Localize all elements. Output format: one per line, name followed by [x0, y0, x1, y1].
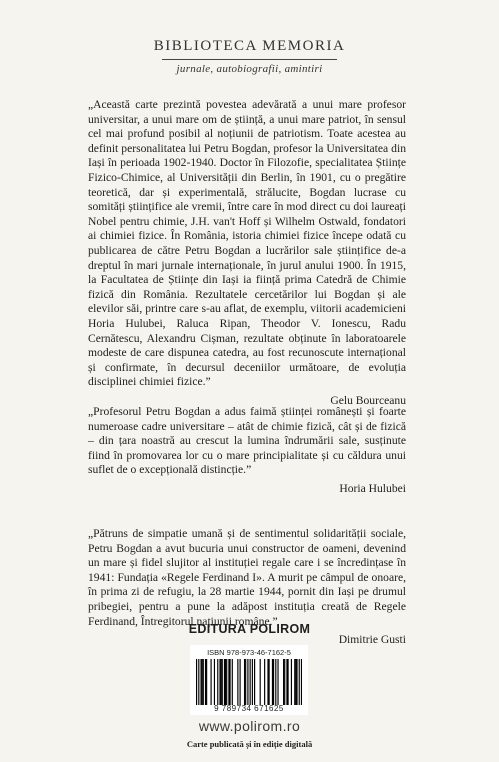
barcode-bar	[206, 659, 207, 705]
barcode-bar	[244, 659, 245, 705]
barcode-bar	[250, 659, 251, 705]
isbn-barcode-block	[190, 645, 308, 715]
barcode-bar	[229, 659, 230, 705]
barcode-bar	[260, 659, 261, 705]
barcode-bar	[252, 659, 253, 705]
series-header	[0, 38, 499, 75]
quote-text: „Pătruns de simpatie umană și de sentimentul solidarității sociale, Petru Bogdan a avut bucuria unui constructor de oameni, devenind un mare și fidel slujitor al instituției regale care i se încredințase în 1941: Fundația «Regele Ferdinand I». A murit pe câmpul de onoare, în prima zi de refugiu, la 28 martie 1944, pornit din Iași pe drumul pribegiei, pentru a pune la adăpost instituția creată de Regele Ferdinand, Întregitorul națiunii române.”	[88, 527, 406, 628]
barcode-bar	[264, 659, 265, 705]
publisher-name: EDITURA POLIROM	[188, 622, 311, 636]
barcode-bar	[205, 659, 206, 705]
series-divider	[162, 59, 337, 60]
series-subtitle: jurnale, autobiografii, amintiri	[176, 63, 323, 75]
barcode-bar	[267, 659, 268, 705]
barcode-bar	[222, 659, 223, 705]
barcode-bar	[228, 659, 229, 705]
barcode-bar	[225, 659, 226, 705]
quote-hulubei	[88, 405, 406, 497]
quote-text: „Această carte prezintă povestea adevărată a unui mare profesor universitar, a unui mare om de știință, a unui mare patriot, în sensul cel mai profund posibil al noțiunii de patriotism. Toate acestea au definit personalitatea lui Petru Bogdan, profesor la Universitatea din Iași în perioada 1902-1940. Doctor în Filozofie, specialitatea Științe Fizico-Chimice, al Universității din Berlin, în 1901, cu o pregătire teoretică, dar și experimentală, strălucite, Bogdan lucrase cu somități științifice ale vremii, între care în mod direct cu doi laureați Nobel pentru chimie, J.H. van't Hoff și Wilhelm Ostwald, fondatori ai chimiei fizice. În România, istoria chimiei fizice începe odată cu publicarea de către Petru Bogdan a lucrărilor sale științifice de-a dreptul în mari jurnale internaționale, în jurul anului 1900. În 1915, la Facultatea de Științe din Iași ia ființă prima Catedră de Chimie fizică din România. Rezultatele cercetărilor lui Bogdan și ale elevilor săi, printre care s-au aflat, de exemplu, viitorii academicieni Horia Hulubei, Raluca Ripan, Theodor V. Ionescu, Radu Cernătescu, Alexandru Cișman, rezultate obținute în laboratoarele modeste de care dispunea catedra, au fost recunoscute internațional și confirmate, în decursul deceniilor următoare, de evoluția disciplinei chimiei fizice.”	[88, 98, 406, 389]
barcode-bar	[232, 659, 233, 705]
barcode-bar	[254, 659, 255, 705]
barcode-bar	[284, 659, 285, 705]
series-title: BIBLIOTECA MEMORIA	[153, 38, 346, 54]
barcode-bar	[198, 659, 199, 705]
barcode-bar	[287, 659, 288, 705]
barcode-bar	[272, 659, 273, 705]
barcode-bar	[245, 659, 246, 705]
barcode-bar	[217, 659, 218, 705]
barcode-bar	[237, 659, 238, 705]
barcode-bar	[286, 659, 287, 705]
barcode-bar	[295, 659, 296, 705]
barcode-bar	[224, 659, 225, 705]
barcode-bar	[291, 659, 292, 705]
barcode-icon	[196, 659, 302, 705]
publisher-website[interactable]: www.polirom.ro	[198, 718, 301, 734]
quote-text: „Profesorul Petru Bogdan a adus faimă științei românești și foarte numeroase cadre universitare – atât de chimie fizică, cât și de fizică – din țara noastră au crescut la lumina îndrumării sale, susținute fiind în promovarea lor cu o mare principialitate și cu căldura unui suflet de o excepțională distincție.”	[88, 405, 406, 477]
barcode-bar	[283, 659, 284, 705]
barcode-bar	[203, 659, 204, 705]
barcode-bar	[240, 659, 241, 705]
barcode-number: 9 789734 671625	[214, 704, 284, 713]
isbn-label: ISBN 978-973-46-7162-5	[207, 648, 291, 657]
barcode-bar	[211, 659, 212, 705]
barcode-bar	[221, 659, 222, 705]
barcode-bar	[273, 659, 274, 705]
barcode-bar	[299, 659, 300, 705]
barcode-bar	[294, 659, 295, 705]
quote-bourceanu	[88, 98, 406, 408]
barcode-bar	[269, 659, 270, 705]
barcode-bar	[301, 659, 302, 705]
barcode-bar	[275, 659, 276, 705]
quote-author: Gelu Bourceanu	[330, 393, 406, 407]
barcode-bar	[247, 659, 248, 705]
barcode-bar	[296, 659, 297, 705]
quote-author: Horia Hulubei	[339, 481, 406, 495]
quote-author: Dimitrie Gusti	[338, 633, 406, 647]
barcode-bar	[200, 659, 201, 705]
barcode-bar	[202, 659, 203, 705]
barcode-bar	[196, 659, 197, 705]
barcode-bar	[214, 659, 215, 705]
barcode-bar	[219, 659, 220, 705]
barcode-bar	[277, 659, 278, 705]
barcode-bar	[226, 659, 227, 705]
digital-edition-note: Carte publicată și în ediție digitală	[186, 739, 313, 749]
